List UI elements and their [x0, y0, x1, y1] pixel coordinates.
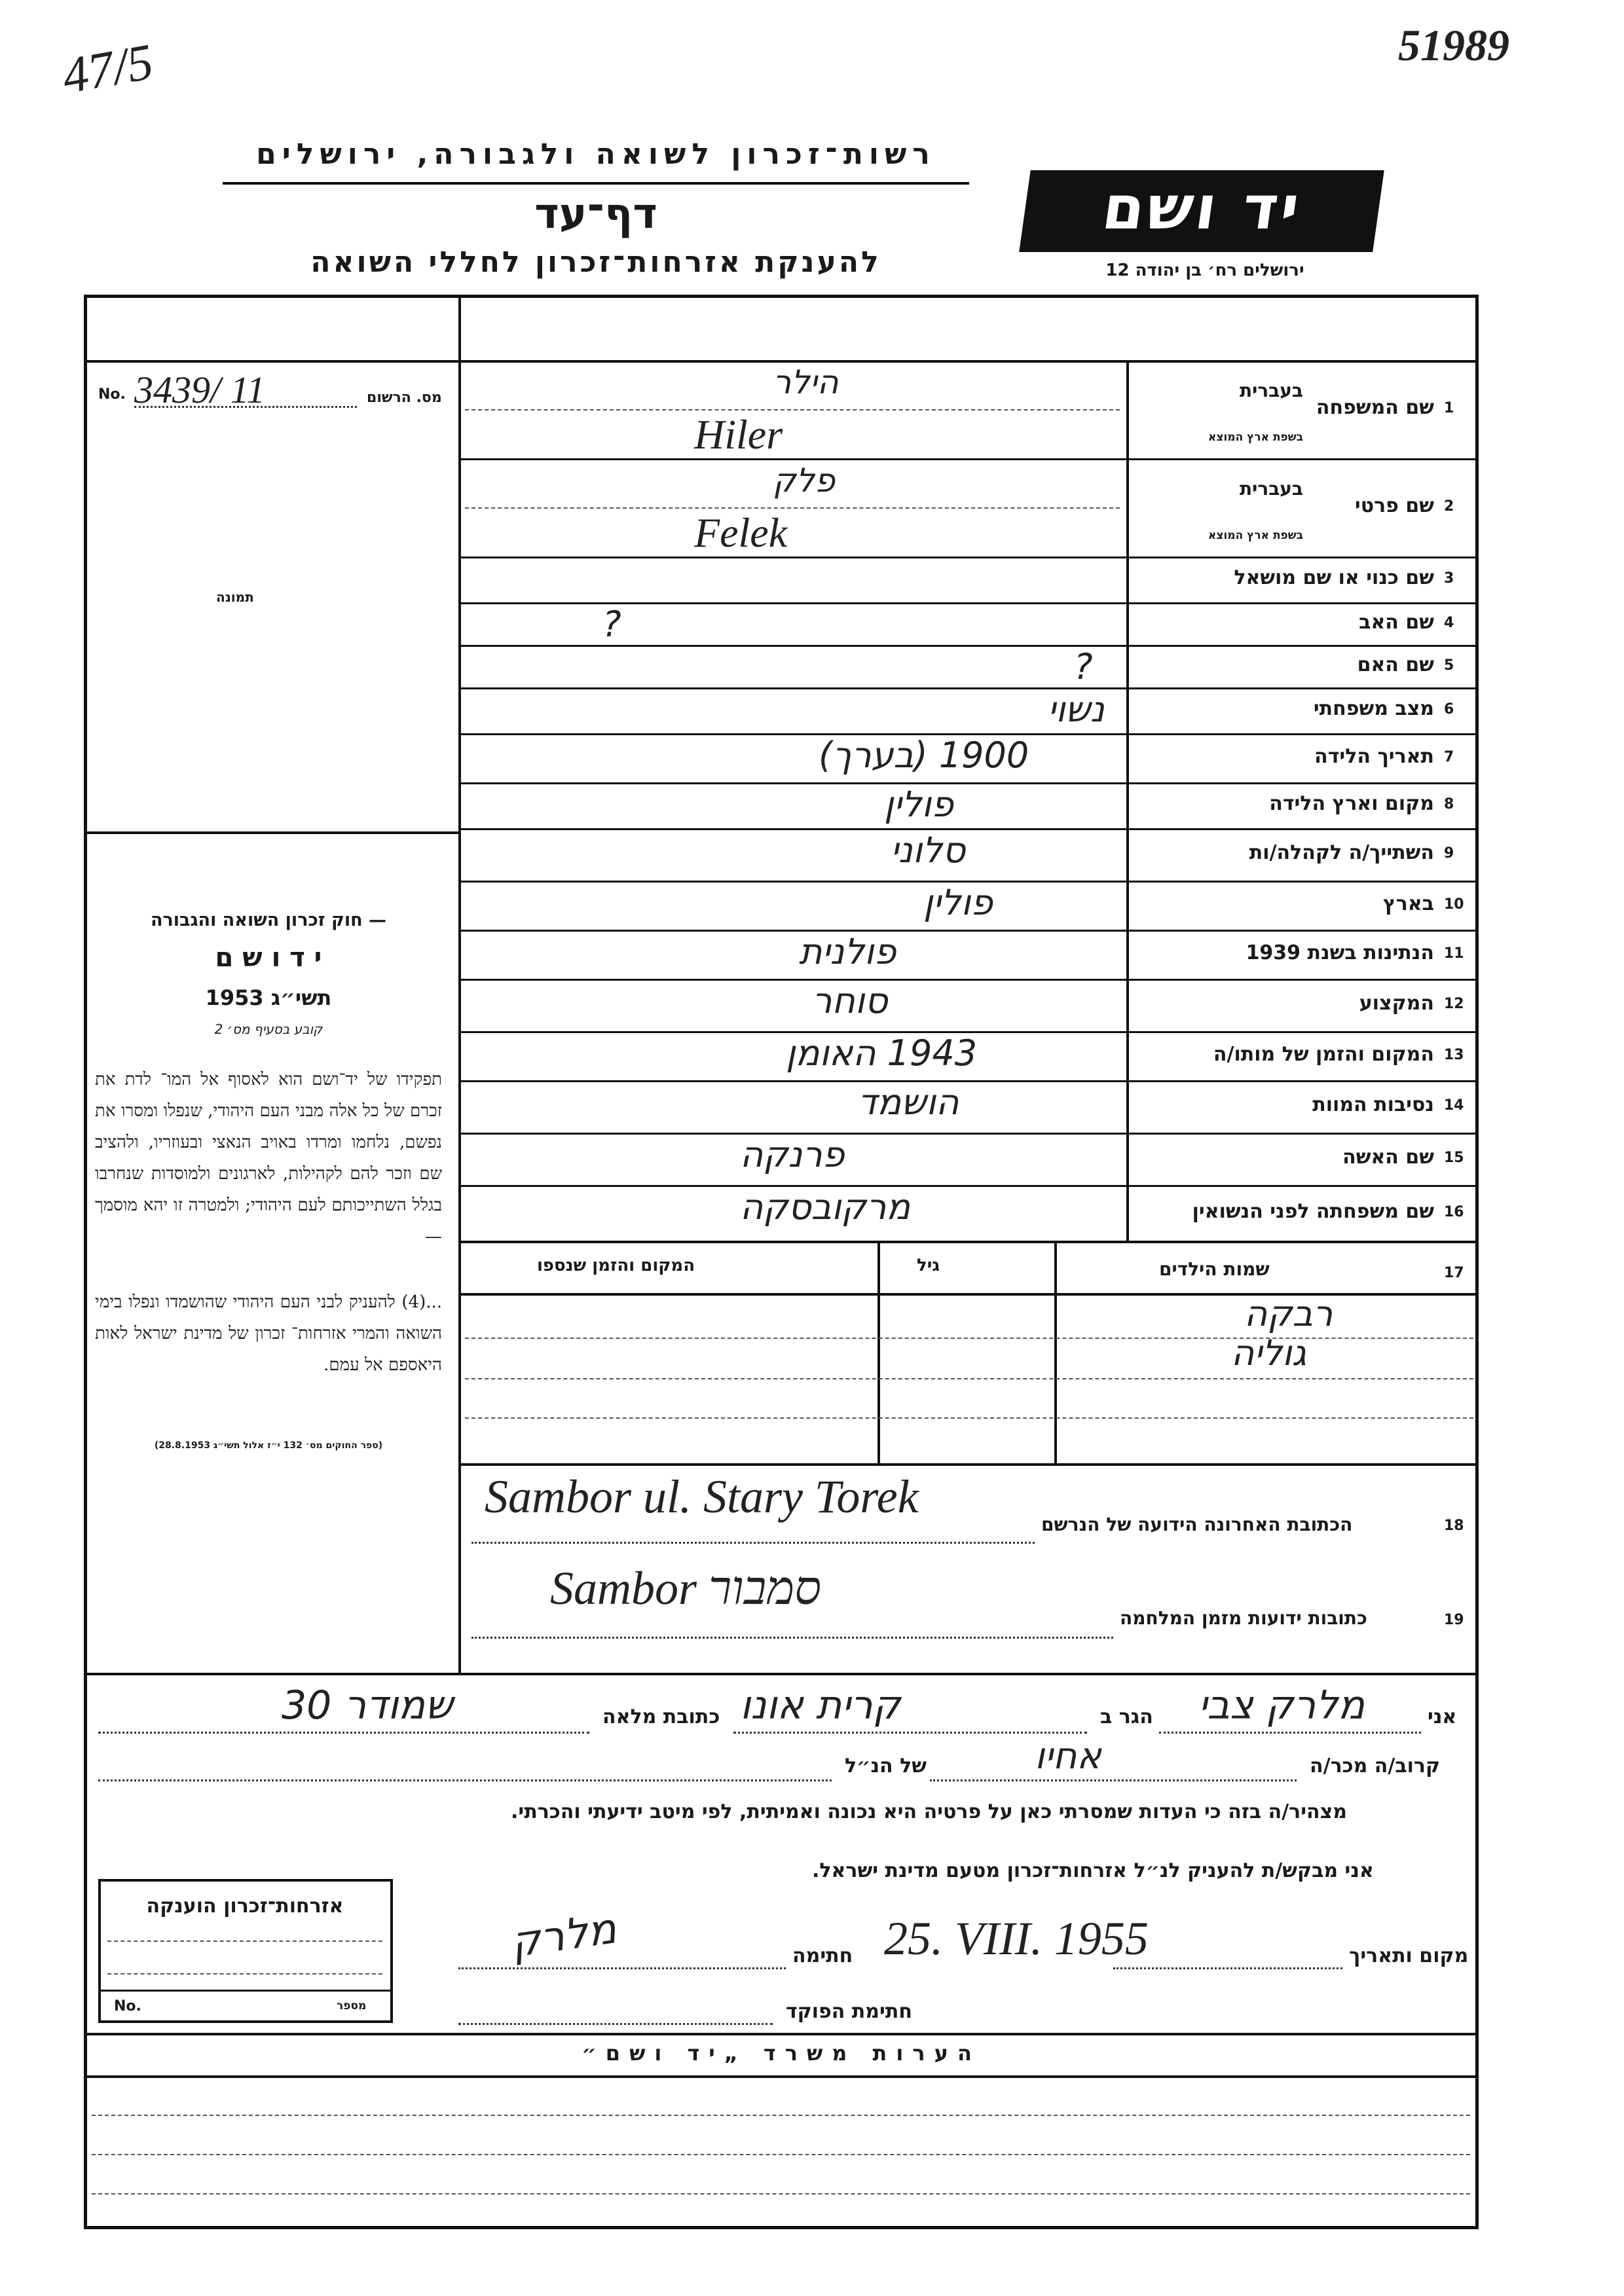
field-label: שם משפחתה לפני הנשואין [1192, 1199, 1434, 1223]
request-text: אני מבקש/ת להעניק לנ״ל אזרחות־זכרון מטעם מדינת ישראל. [812, 1859, 1374, 1882]
field-sublabel-origin: בשפת ארץ המוצא [1208, 529, 1303, 542]
field-value-origin: Hiler [694, 411, 783, 458]
field-row-rule [458, 1133, 1479, 1135]
field-label: המקום והזמן של מותו/ה [1213, 1042, 1434, 1066]
notes-title: הערות משרד „יד ושם״ [581, 2041, 981, 2066]
notes-header-rule [84, 2075, 1479, 2078]
field-label: שם האב [1359, 610, 1434, 634]
reg-number-value: 3439/ 11 [134, 369, 266, 411]
stamp-no-label: No. [114, 1998, 141, 2014]
law-paragraph-1: תפקידו של יד־ושם הוא לאסוף אל המו־ לדת את זכרם של כל אלה מבני העם היהודי, שנפלו ומסרו את נפשם, נלחמו ומרדו באויב הנאצי ובעוזריו, ולהציב שם וזכר להם לקהילות, לארגונים ולמוסדות שנחרבו בגלל השתייכותם לעם היהודי; ולמטרה זו יהא מוסמך— [95, 1070, 442, 1247]
field-number: 14 [1444, 1097, 1464, 1114]
officer-dots [458, 2023, 773, 2025]
address-dots [471, 1542, 1035, 1544]
field-number: 16 [1444, 1203, 1464, 1220]
child-name: גוליה [1231, 1332, 1307, 1374]
yad-vashem-logo [1019, 170, 1384, 252]
declarant-top-rule [84, 1673, 1479, 1675]
address-dots [471, 1637, 1113, 1639]
field-value: ? [602, 604, 621, 645]
officer-signature-label: חתימת הפוקד [786, 2000, 912, 2023]
field-label: השתייך/ה לקהלה/ות [1249, 841, 1434, 864]
of-label: של הנ״ל [845, 1755, 927, 1777]
reg-number-dots [134, 406, 357, 408]
declarant-city: קרית אונו [740, 1683, 901, 1728]
law-section: קובע בסעיף מס׳ 2 [214, 1021, 323, 1037]
field-value: הושמד [858, 1082, 959, 1123]
field-value: סלוני [891, 829, 966, 871]
citizenship-stamp-box [98, 1879, 393, 2023]
field-value: 1900 (בערך) [819, 735, 1029, 776]
field-number: 9 [1444, 845, 1454, 862]
children-top-rule [458, 1241, 1479, 1243]
field-row-rule [458, 979, 1479, 981]
field-label: הנתינות בשנת 1939 [1246, 941, 1434, 964]
field-label: שם האשה [1342, 1146, 1434, 1169]
label-column-divider [1126, 360, 1129, 1241]
field-number: 6 [1444, 701, 1454, 718]
field-value: ? [1074, 646, 1093, 687]
notes-line [92, 2193, 1470, 2195]
field-value: 1943 האומן [786, 1032, 978, 1074]
law-year: תשי״ג 1953 [205, 985, 332, 1010]
declarant-dots [1159, 1732, 1421, 1734]
field-number: 4 [1444, 614, 1454, 631]
field-label: שם כנוי או שם מושאל [1234, 566, 1434, 589]
field-value-origin: Felek [694, 509, 788, 556]
declarant-dots [98, 1732, 589, 1734]
photo-box-bottom [84, 831, 458, 834]
field-row-rule [458, 556, 1479, 558]
field-number: 7 [1444, 748, 1454, 765]
field-number: 8 [1444, 796, 1454, 812]
children-row-line [465, 1378, 1473, 1379]
field-mid-line [465, 409, 1120, 410]
field-label: תאריך הלידה [1314, 744, 1434, 768]
stamp-number-label: מספר [337, 1999, 367, 2013]
stamp-line [107, 1941, 382, 1942]
children-col-rule-1 [877, 1241, 880, 1463]
place-date-label: מקום ותאריך [1349, 1944, 1469, 1967]
logo-address: ירושלים רח׳ בן יהודה 12 [1105, 261, 1304, 280]
field-value: סוחר [812, 980, 888, 1021]
field-number: 13 [1444, 1046, 1464, 1063]
field-number: 10 [1444, 896, 1464, 913]
authority-underline [223, 182, 969, 185]
field-label: נסיבות המוות [1312, 1093, 1434, 1116]
relation-dots [98, 1779, 832, 1781]
field-sublabel-origin: בשפת ארץ המוצא [1208, 431, 1303, 444]
stamp-line [107, 1973, 382, 1975]
field-row-rule [458, 1080, 1479, 1082]
top-band-rule [84, 360, 1479, 363]
signature-dots [458, 1967, 786, 1969]
field-number: 11 [1444, 945, 1464, 962]
field-label: שם פרטי [1354, 494, 1434, 517]
field-number: 1 [1444, 400, 1454, 416]
field-number: 5 [1444, 657, 1454, 674]
address-field-num: 19 [1444, 1612, 1464, 1628]
field-value: פולנית [799, 931, 896, 972]
field-row-rule [458, 645, 1479, 647]
signature-label: חתימה [792, 1944, 853, 1967]
stamp-box-title: אזרחות־זכרון הוענקה [146, 1895, 344, 1918]
field-row-rule [458, 687, 1479, 689]
registration-number-row [98, 369, 452, 412]
declaration-text: מצהיר/ה בזה כי העדות שמסרתי כאן על פרטיה היא נכונה ואמיתית, לפי מיטב ידיעתי והכרתי. [511, 1800, 1347, 1823]
field-mid-line [465, 507, 1120, 509]
photo-label: תמונה [216, 589, 254, 605]
law-heading: — חוק זכרון השואה והגבורה [150, 910, 387, 930]
logo-text: יד ושם [1098, 173, 1306, 243]
field-label: שם האם [1357, 653, 1434, 676]
field-value: פולין [923, 882, 993, 923]
address-field-label: כתובות ידועות מזמן המלחמה [1120, 1607, 1367, 1629]
law-name: י ד ו ש ם [215, 943, 322, 973]
declarant-street: שמודר 30 [282, 1683, 453, 1728]
notes-line [92, 2115, 1470, 2116]
field-label: מצב משפחתי [1313, 697, 1434, 720]
notes-top-rule [84, 2033, 1479, 2035]
address-field-label: הכתובת האחרונה הידועה של הנרשם [1041, 1514, 1353, 1535]
child-name: רבקה [1244, 1293, 1333, 1334]
children-header-names: שמות הילדים [1159, 1258, 1270, 1280]
children-row-line [465, 1338, 1473, 1339]
children-header-place: המקום והזמן שנספו [537, 1256, 695, 1275]
field-number: 12 [1444, 996, 1464, 1012]
field-sublabel-hebrew: בעברית [1239, 380, 1303, 401]
wartime-address-value: Sambor סמבור [550, 1562, 822, 1614]
corner-number-right: 51989 [1398, 20, 1509, 70]
field-row-rule [458, 828, 1479, 830]
children-header-age: גיל [917, 1256, 940, 1275]
law-paragraph-2: ...(4) להעניק לבני העם היהודי שהושמדו ונפלו בימי השואה והמרי אזרחות־ זכרון של מדינת ישראל לאות היאספם אל עמם. [95, 1292, 442, 1375]
field-number: 2 [1444, 498, 1454, 515]
stamp-rule [101, 1990, 390, 1992]
field-row-rule [458, 458, 1479, 460]
field-sublabel-hebrew: בעברית [1239, 478, 1303, 500]
relation-value: אחיו [1035, 1735, 1101, 1777]
declarant-name: מלרק צבי [1198, 1683, 1365, 1728]
form-subtitle: להענקת אזרחות־זכרון לחללי השואה [310, 246, 881, 279]
notes-line [92, 2154, 1470, 2155]
address-field-num: 18 [1444, 1518, 1464, 1534]
place-date-value: 25. VIII. 1955 [884, 1912, 1149, 1965]
field-number: 3 [1444, 570, 1454, 587]
field-number: 15 [1444, 1150, 1464, 1166]
field-label: מקום וארץ הלידה [1269, 792, 1434, 815]
field-value: פולין [884, 784, 953, 825]
field-label: המקצוע [1359, 992, 1434, 1015]
reg-no-label-en: No. [98, 386, 126, 403]
corner-note-left: 47/5 [58, 32, 158, 105]
address-top-rule [458, 1463, 1479, 1466]
children-row-line [465, 1417, 1473, 1419]
top-band-divider [458, 295, 461, 360]
field-value: מרקובסקה [740, 1186, 911, 1228]
authority-line: רשות־זכרון לשואה ולגבורה, ירושלים [256, 137, 936, 171]
declarant-ani: אני [1428, 1705, 1457, 1728]
field-value-hebrew: הילר [773, 363, 839, 401]
field-row-rule [458, 930, 1479, 932]
field-value: פרנקה [740, 1134, 845, 1175]
declarant-dots [733, 1732, 1087, 1734]
declarant-lives-label: הגר ב [1100, 1705, 1153, 1728]
children-col-rule-2 [1054, 1241, 1057, 1463]
law-footnote: (ספר החוקים מס׳ 132 י״ז אלול תשי״ג 28.8.1953) [154, 1440, 383, 1451]
field-label: שם המשפחה [1316, 396, 1434, 419]
field-row-rule [458, 1185, 1479, 1187]
relative-label: קרוב/ה מכר/ה [1310, 1755, 1441, 1777]
reg-no-label-he: מס. הרשום [367, 390, 442, 406]
relation-dots [930, 1779, 1297, 1781]
declarant-full-address-label: כתובת מלאה [602, 1705, 720, 1728]
place-date-dots [1113, 1967, 1342, 1969]
children-field-num: 17 [1444, 1265, 1464, 1281]
field-value-hebrew: פלק [773, 462, 836, 500]
field-label: בארץ [1382, 892, 1434, 915]
field-row-rule [458, 782, 1479, 784]
signature-value: מלרק [507, 1904, 619, 1967]
field-value: נשוי [1048, 689, 1105, 730]
form-title: דף־עד [534, 190, 657, 238]
last-address-value: Sambor ul. Stary Torek [485, 1470, 919, 1523]
